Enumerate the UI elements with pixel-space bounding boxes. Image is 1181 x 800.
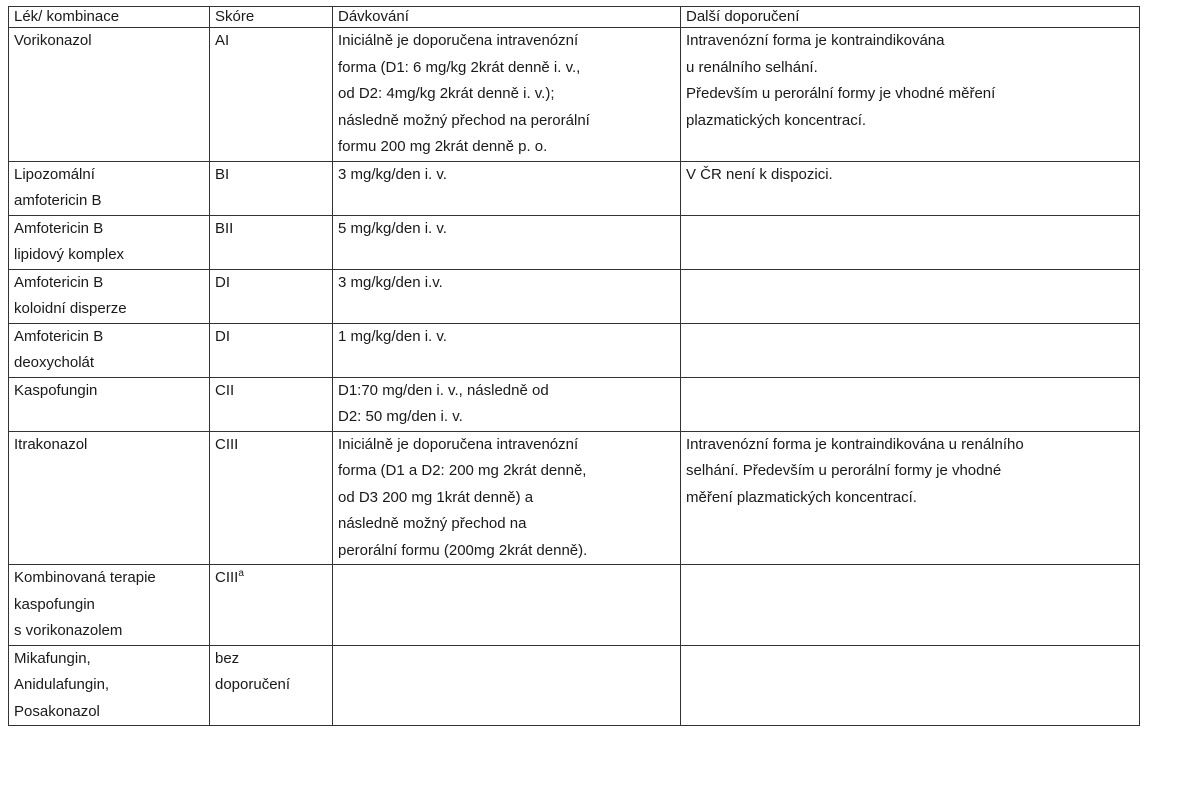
cell-score: DI bbox=[210, 323, 333, 377]
table-row bbox=[9, 269, 1140, 323]
cell-dosage: 5 mg/kg/den i. v. bbox=[333, 215, 681, 269]
cell-drug: Mikafungin, Anidulafungin, Posakonazol bbox=[9, 645, 210, 726]
cell-recommendation bbox=[681, 215, 1140, 269]
cell-dosage: 3 mg/kg/den i.v. bbox=[333, 269, 681, 323]
table-row bbox=[9, 215, 1140, 269]
cell-dosage bbox=[333, 565, 681, 646]
table-row bbox=[9, 645, 1140, 726]
recommendation-table bbox=[8, 6, 1140, 726]
table-row bbox=[9, 161, 1140, 215]
header-drug: Lék/ kombinace bbox=[9, 7, 210, 28]
cell-dosage: D1:70 mg/den i. v., následně od D2: 50 mg/den i. v. bbox=[333, 377, 681, 431]
table-row bbox=[9, 431, 1140, 565]
table-row bbox=[9, 28, 1140, 162]
cell-dosage: 1 mg/kg/den i. v. bbox=[333, 323, 681, 377]
cell-dosage: Iniciálně je doporučena intravenózní forma (D1 a D2: 200 mg 2krát denně, od D3 200 mg 1krát denně) a následně možný přechod na perorální formu (200mg 2krát denně). bbox=[333, 431, 681, 565]
cell-drug: Itrakonazol bbox=[9, 431, 210, 565]
table-row bbox=[9, 323, 1140, 377]
score-value: CIII bbox=[215, 569, 239, 586]
cell-drug: Amfotericin B koloidní disperze bbox=[9, 269, 210, 323]
cell-score: CIII bbox=[210, 431, 333, 565]
cell-score: DI bbox=[210, 269, 333, 323]
cell-score bbox=[210, 565, 333, 646]
cell-recommendation bbox=[681, 645, 1140, 726]
cell-score: BI bbox=[210, 161, 333, 215]
score-footnote-marker: a bbox=[238, 568, 244, 579]
cell-recommendation: V ČR není k dispozici. bbox=[681, 161, 1140, 215]
cell-recommendation bbox=[681, 323, 1140, 377]
header-recommendation: Další doporučení bbox=[681, 7, 1140, 28]
cell-score: AI bbox=[210, 28, 333, 162]
cell-drug: Kaspofungin bbox=[9, 377, 210, 431]
cell-drug: Lipozomální amfotericin B bbox=[9, 161, 210, 215]
cell-dosage: 3 mg/kg/den i. v. bbox=[333, 161, 681, 215]
cell-drug: Vorikonazol bbox=[9, 28, 210, 162]
cell-recommendation bbox=[681, 269, 1140, 323]
cell-dosage: Iniciálně je doporučena intravenózní forma (D1: 6 mg/kg 2krát denně i. v., od D2: 4mg/kg 2krát denně i. v.); následně možný přechod na perorální formu 200 mg 2krát denně p. o. bbox=[333, 28, 681, 162]
table-row bbox=[9, 565, 1140, 646]
cell-recommendation: Intravenózní forma je kontraindikována u renálního selhání. Především u perorální formy je vhodné měření plazmatických koncentrací. bbox=[681, 431, 1140, 565]
cell-recommendation bbox=[681, 565, 1140, 646]
cell-dosage bbox=[333, 645, 681, 726]
cell-score: CII bbox=[210, 377, 333, 431]
header-score: Skóre bbox=[210, 7, 333, 28]
header-row bbox=[9, 7, 1140, 28]
cell-score: BII bbox=[210, 215, 333, 269]
cell-drug: Amfotericin B deoxycholát bbox=[9, 323, 210, 377]
cell-recommendation bbox=[681, 377, 1140, 431]
cell-score: bez doporučení bbox=[210, 645, 333, 726]
cell-recommendation: Intravenózní forma je kontraindikována u renálního selhání. Především u perorální formy je vhodné měření plazmatických koncentrací. bbox=[681, 28, 1140, 162]
table-row bbox=[9, 377, 1140, 431]
cell-drug: Kombinovaná terapie kaspofungin s vorikonazolem bbox=[9, 565, 210, 646]
cell-drug: Amfotericin B lipidový komplex bbox=[9, 215, 210, 269]
header-dosage: Dávkování bbox=[333, 7, 681, 28]
